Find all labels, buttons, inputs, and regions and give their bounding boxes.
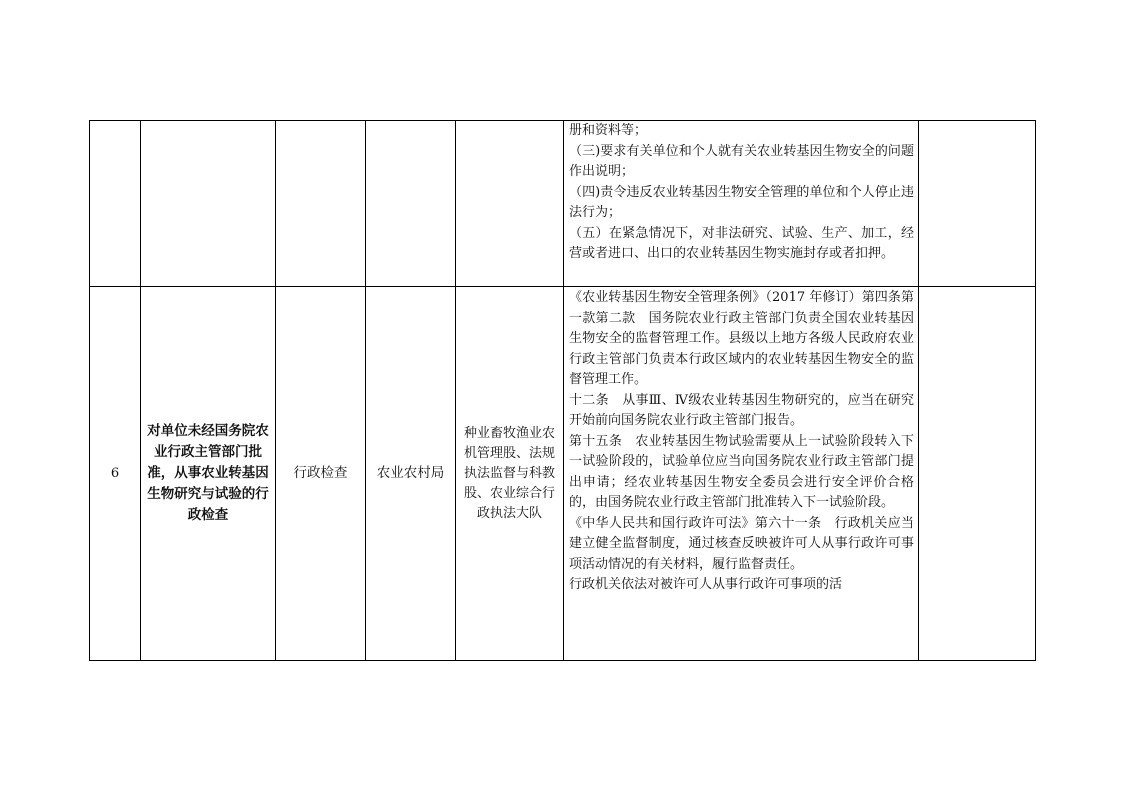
department-cell — [366, 121, 456, 287]
table-row-continued — [90, 121, 1036, 287]
implementing-department: 农业农村局 — [366, 287, 456, 661]
basis-paragraph: 十二条 从事Ⅲ、Ⅳ级农业转基因生物研究的，应当在研究开始前向国务院农业行政主管部门报告。 — [569, 392, 914, 428]
row-number: 6 — [90, 287, 141, 661]
basis-paragraph: 册和资料等； — [569, 123, 648, 138]
basis-paragraph: 第十五条 农业转基因生物试验需要从上一试验阶段转入下一试验阶段的，试验单位应当向国务院农业行政主管部门提出申请；经农业转基因生物安全委员会进行安全评价合格的，由国务院农业行政主管部门批准转入下一试验阶段。 — [569, 433, 914, 510]
remarks-cell — [919, 287, 1036, 661]
basis-paragraph: 《中华人民共和国行政许可法》第六十一条 行政机关应当建立健全监督制度，通过核查反映被许可人从事行政许可事项活动情况的有关材料，履行监督责任。 — [569, 515, 914, 572]
matters-table — [89, 120, 1036, 661]
item-category: 行政检查 — [276, 287, 366, 661]
basis-paragraph: （四)责令违反农业转基因生物安全管理的单位和个人停止违法行为； — [569, 184, 914, 220]
basis-paragraph: （五）在紧急情况下，对非法研究、试验、生产、加工，经营或者进口、出口的农业转基因生物实施封存或者扣押。 — [569, 225, 914, 261]
responsible-unit-cell — [456, 121, 564, 287]
basis-paragraph: 行政机关依法对被许可人从事行政许可事项的活 — [569, 577, 843, 592]
table-row-6 — [90, 287, 1036, 661]
basis-paragraph: （三)要求有关单位和个人就有关农业转基因生物安全的问题作出说明； — [569, 143, 914, 179]
number-cell — [90, 121, 141, 287]
legal-basis-cell — [564, 287, 919, 661]
item-name-cell — [141, 121, 276, 287]
basis-paragraph: 《农业转基因生物安全管理条例》（2017 年修订）第四条第一款第二款 国务院农业行政主管部门负责全国农业转基因生物安全的监督管理工作。县级以上地方各级人民政府农业行政主管部门负责本行政区域内的农业转基因生物安全的监督管理工作。 — [569, 290, 914, 387]
remarks-cell — [919, 121, 1036, 287]
category-cell — [276, 121, 366, 287]
responsible-unit: 种业畜牧渔业农机管理股、法规执法监督与科教股、农业综合行政执法大队 — [456, 287, 564, 661]
item-name: 对单位未经国务院农业行政主管部门批准，从事农业转基因生物研究与试验的行政检查 — [141, 287, 276, 661]
legal-basis-cell — [564, 121, 919, 287]
